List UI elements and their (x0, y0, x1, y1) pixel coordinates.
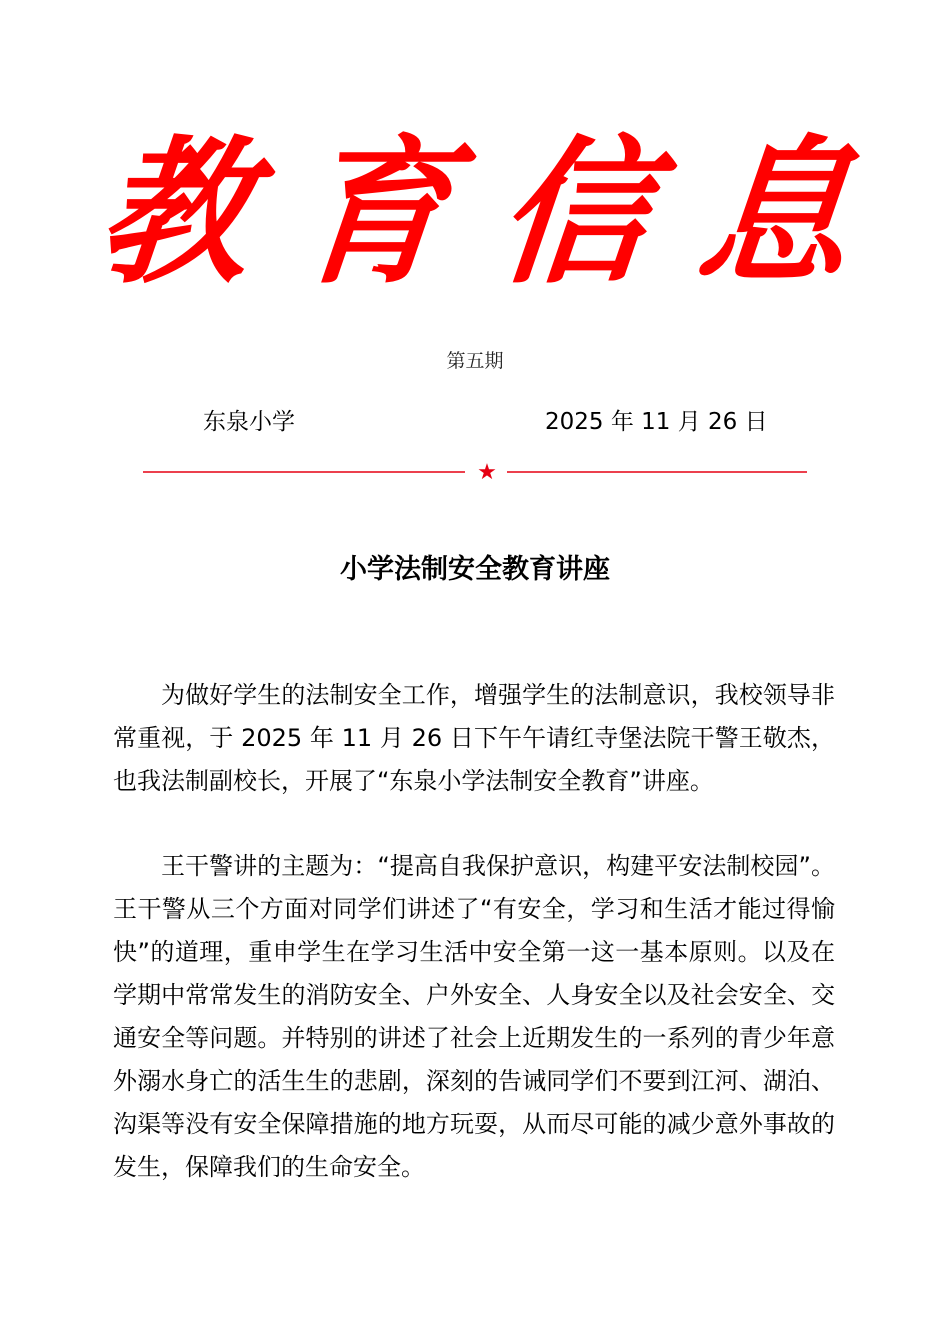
masthead-char: 育 (290, 120, 460, 306)
publish-date: 2025 年 11 月 26 日 (545, 409, 768, 435)
article-paragraph: 王干警讲的主题为：“提高自我保护意识，构建平安法制校园”。王干警从三个方面对同学们讲述了“有安全，学习和生活才能过得愉快”的道理，重申学生在学习生活中安全第一这一基本原则。以及在学期中常常发生的消防安全、户外安全、人身安全以及社会安全、交通安全等问题。并特别的讲述了社会上近期发生的一系列的青少年意外溺水身亡的活生生的悲剧，深刻的告诫同学们不要到江河、湖泊、沟渠等没有安全保障措施的地方玩耍，从而尽可能的减少意外事故的发生，保障我们的生命安全。 (113, 852, 835, 1181)
divider-line (143, 458, 807, 484)
masthead-char: 教 (90, 120, 260, 306)
masthead-char: 信 (490, 120, 660, 306)
school-name: 东泉小学 (203, 409, 295, 435)
masthead-title (90, 118, 860, 308)
article-paragraph: 为做好学生的法制安全工作，增强学生的法制意识，我校领导非常重视，于 2025 年 11 月 26 日下午午请红寺堡法院干警王敬杰，也我法制副校长，开展了“东泉小学法制安全教育”讲座。 (113, 681, 835, 795)
issue-number: 第五期 (446, 350, 504, 372)
masthead-char: 息 (690, 120, 860, 306)
star-icon: ★ (477, 460, 497, 484)
article-title: 小学法制安全教育讲座 (340, 554, 610, 585)
